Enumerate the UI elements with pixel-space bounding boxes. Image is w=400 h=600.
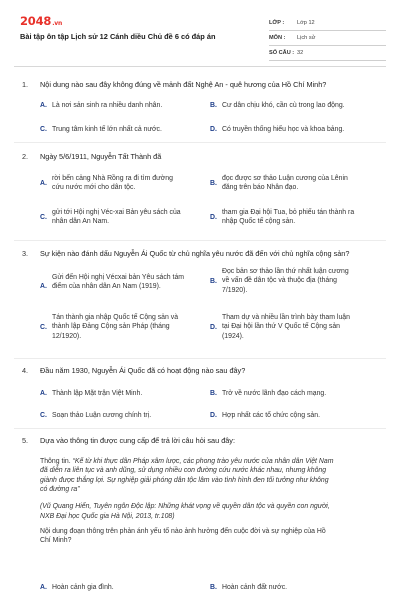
question-3 (22, 249, 378, 357)
option-line: 12/1920). (52, 332, 82, 340)
option-letter: C. (40, 324, 47, 331)
option-line: nhân dân An Nam. (52, 218, 110, 226)
option-letter: D. (210, 214, 217, 221)
question-number: 3. (22, 249, 29, 258)
option-letter: C. (40, 214, 47, 221)
option-line: điểm của nhân dân An Nam (1919). (52, 283, 161, 291)
question-text: Đầu năm 1930, Nguyễn Ái Quốc đã có hoạt động nào sau đây? (40, 366, 246, 375)
passage-quote-line: có đường ra” (40, 485, 80, 493)
section-divider (14, 358, 386, 359)
option-text (222, 267, 349, 295)
option-text (222, 174, 348, 193)
option-letter: A. (40, 283, 47, 290)
question-5 (22, 436, 378, 450)
option-line: rời bến cảng Nhà Rồng ra đi tìm đường (52, 175, 173, 182)
question-text: Ngày 5/6/1911, Nguyễn Tất Thành đã (40, 152, 162, 161)
option-text (222, 208, 354, 227)
question-text: Sự kiện nào đánh dấu Nguyễn Ái Quốc từ chủ nghĩa yêu nước đã đến với chủ nghĩa cộng sản? (40, 249, 350, 258)
passage-quote (40, 457, 366, 494)
passage-source (40, 502, 366, 521)
info-row-class (269, 16, 386, 31)
option-text: Hoàn cảnh đất nước. (222, 584, 288, 591)
option-letter: B. (210, 278, 217, 285)
option-text: Trung tâm kinh tế lớn nhất cả nước. (52, 126, 162, 133)
section-divider (14, 428, 386, 429)
option-text (52, 273, 184, 292)
passage-source-line: (Vũ Quang Hiển, Tuyên ngôn Độc lập: Những khát vọng về quyền dân tộc và quyền con người, (40, 503, 330, 511)
option-line: Tham dự và nhiều lần trình bày tham luận (222, 314, 350, 321)
info-row-subject (269, 31, 386, 46)
info-label: MÔN : (269, 35, 286, 41)
option-line: Đọc bản sơ thảo lần thứ nhất luận cương (222, 268, 349, 275)
question-number: 2. (22, 152, 29, 161)
section-divider (14, 142, 386, 143)
document-title: Bài tập ôn tập Lịch sử 12 Cánh diều Chủ đề 6 có đáp án (20, 32, 216, 41)
passage-source-line: NXB Đại học Quốc gia Hà Nội, 2013, tr.108) (40, 512, 175, 520)
option-text (52, 313, 178, 341)
question-5-passage (40, 457, 366, 546)
info-label: SỐ CÂU : (269, 50, 295, 56)
option-c[interactable] (40, 208, 212, 232)
option-line: 7/1920). (222, 286, 248, 294)
passage-lead: Thông tin. (40, 458, 71, 465)
question-text: Nội dung nào sau đây không đúng về mảnh đất Nghệ An - quê hương của Hồ Chí Minh? (40, 80, 327, 89)
document-header (14, 10, 386, 66)
option-d[interactable] (210, 208, 380, 232)
option-text: Là nơi sản sinh ra nhiều danh nhân. (52, 102, 163, 109)
question-4 (22, 366, 378, 426)
option-line: về vấn đề dân tộc và thuộc địa (tháng (222, 277, 337, 285)
passage-quote-line: đã diễn ra liên tục và anh dũng, sử dụng nhiều con đường cứu nước khác nhau, nhưng không (40, 467, 327, 475)
option-line: nhập Quốc tế cộng sản. (222, 218, 296, 226)
info-value: Lịch sử (297, 35, 316, 41)
passage-quote-line: “Kế từ khi thực dân Pháp xâm lược, các phong trào yêu nước của nhân dân Việt Nam (70, 458, 334, 465)
option-line: Gửi đến Hội nghị Vécxai bản Yêu sách tám (52, 274, 185, 281)
option-letter: C. (40, 412, 47, 419)
option-a[interactable] (40, 174, 212, 198)
option-line: đăng trên báo Nhân đạo. (222, 184, 299, 192)
option-text: Hoàn cảnh gia đình. (52, 584, 114, 591)
logo-suffix: .vn (52, 20, 63, 27)
passage-quote-line: giành được thắng lợi. Sự nghiệp giải phóng dân tộc lâm vào tình hình đen tối tưởng như không (40, 476, 329, 484)
option-line: tại Đại hội lần thứ V Quốc tế Cộng sản (222, 323, 340, 331)
option-letter: B. (210, 180, 217, 187)
option-a[interactable] (40, 273, 212, 305)
option-letter: D. (210, 324, 217, 331)
question-text: Dựa vào thông tin được cung cấp để trả lời câu hỏi sau đây: (40, 436, 235, 445)
option-text (222, 313, 350, 341)
option-text: Trở về nước lãnh đạo cách mạng. (222, 390, 327, 397)
question-number: 1. (22, 80, 29, 89)
option-text: Hợp nhất các tổ chức cộng sản. (222, 412, 320, 419)
option-letter: D. (210, 412, 217, 419)
option-letter: A. (40, 584, 47, 591)
option-text: Soạn thảo Luận cương chính trị. (52, 412, 152, 419)
header-divider (14, 66, 386, 67)
option-b[interactable] (210, 267, 380, 299)
option-letter: B. (210, 102, 217, 109)
info-table (269, 16, 386, 61)
option-line: gửi tới Hội nghị Véc-xai Bản yêu sách của (52, 209, 181, 216)
option-letter: B. (210, 584, 217, 591)
question-2 (22, 152, 378, 236)
option-line: cứu nước mới cho dân tộc. (52, 184, 136, 192)
option-b[interactable] (210, 174, 380, 198)
option-letter: D. (210, 126, 217, 133)
section-divider (14, 240, 386, 241)
option-letter: C. (40, 126, 47, 133)
option-letter: A. (40, 180, 47, 187)
info-row-count (269, 46, 386, 61)
option-line: thành lập Đảng Cộng sản Pháp (tháng (52, 323, 170, 331)
question-1 (22, 80, 378, 140)
option-line: tham gia Đại hội Tua, bỏ phiếu tán thành ra (222, 209, 355, 216)
option-d[interactable] (210, 313, 380, 345)
info-value: Lớp 12 (297, 20, 315, 26)
site-logo[interactable] (20, 14, 62, 30)
passage-question-line: Chí Minh? (40, 537, 72, 545)
info-label: LỚP : (269, 20, 285, 26)
option-c[interactable] (40, 313, 212, 345)
info-value: 32 (297, 50, 304, 56)
passage-question (40, 527, 366, 546)
option-text (52, 208, 181, 227)
question-number: 4. (22, 366, 29, 375)
option-letter: A. (40, 102, 47, 109)
logo-text: 2048 (20, 14, 52, 28)
option-text: Cư dân chịu khó, cần cù trong lao động. (222, 102, 345, 109)
passage-question-line: Nội dung đoạn thông trên phản ánh yếu tố nào ảnh hưởng đến cuộc đời và sự nghiệp của Hồ (40, 527, 326, 535)
option-line: đọc được sơ thảo Luận cương của Lênin (222, 175, 348, 182)
question-number: 5. (22, 436, 29, 445)
option-line: Tán thành gia nhập Quốc tế Cộng sản và (52, 314, 179, 321)
option-text: Có truyền thống hiếu học và khoa bảng. (222, 126, 345, 133)
option-line: (1924). (222, 332, 244, 340)
option-letter: A. (40, 390, 47, 397)
option-text (52, 174, 173, 193)
option-letter: B. (210, 390, 217, 397)
option-text: Thành lập Mặt trận Việt Minh. (52, 390, 143, 397)
